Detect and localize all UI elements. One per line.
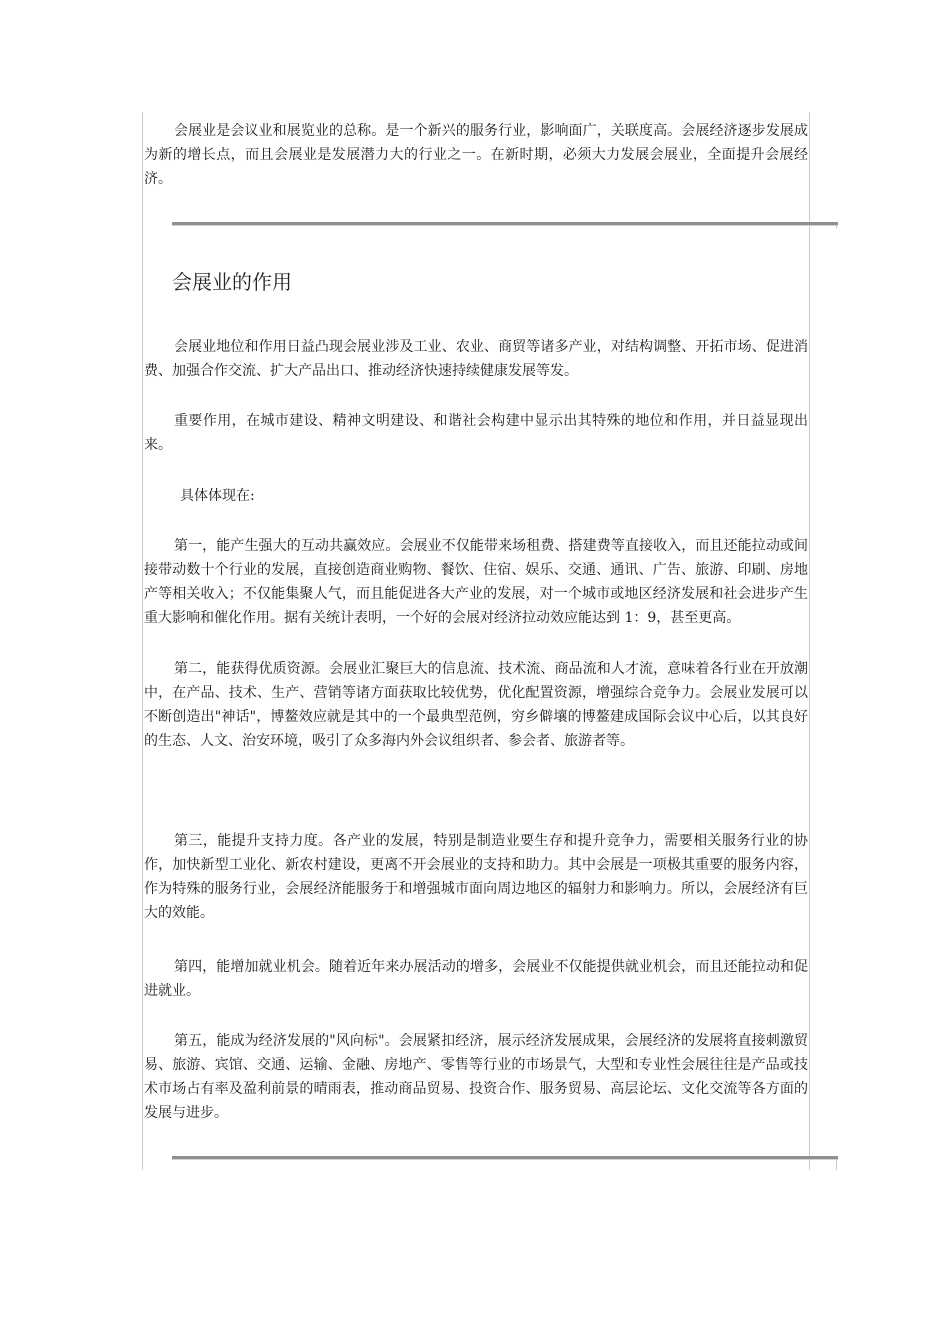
paragraph-point-4: 第四，能增加就业机会。随着近年来办展活动的增多，会展业不仅能提供就业机会，而且还能拉动和促进就业。	[144, 959, 808, 999]
intro-paragraph: 会展业是会议业和展览业的总称。是一个新兴的服务行业，影响面广，关联度高。会展经济逐步发展成为新的增长点，而且会展业是发展潜力大的行业之一。在新时期，必须大力发展会展业，全面提升会展经济。	[144, 123, 808, 187]
paragraph-role: 会展业地位和作用日益凸现会展业涉及工业、农业、商贸等诸多产业，对结构调整、开拓市场、促进消费、加强合作交流、扩大产品出口、推动经济快速持续健康发展等发。	[144, 339, 808, 379]
paragraph-specifics-intro: 具体体现在:	[180, 488, 255, 504]
right-border-line	[809, 112, 810, 1170]
section-heading: 会展业的作用	[172, 270, 292, 294]
paragraph-point-1: 第一，能产生强大的互动共赢效应。会展业不仅能带来场租费、搭建费等直接收入，而且还能拉动或间接带动数十个行业的发展，直接创造商业购物、餐饮、住宿、娱乐、交通、通讯、广告、旅游、印刷、房地产等相关收入；不仅能集聚人气，而且能促进各大产业的发展，对一个城市或地区经济发展和社会进步产生重大影响和催化作用。据有关统计表明，一个好的会展对经济拉动效应能达到 1：9，甚至更高。	[144, 538, 808, 626]
left-border-line	[142, 112, 143, 1170]
paragraph-point-5: 第五，能成为经济发展的"风向标"。会展紧扣经济，展示经济发展成果，会展经济的发展将直接刺激贸易、旅游、宾馆、交通、运输、金融、房地产、零售等行业的市场景气，大型和专业性会展往往是产品或技术市场占有率及盈利前景的晴雨表，推动商品贸易、投资合作、服务贸易、高层论坛、文化交流等各方面的发展与进步。	[144, 1033, 808, 1121]
paragraph-importance: 重要作用，在城市建设、精神文明建设、和谐社会构建中显示出其特殊的地位和作用，并日益显现出来。	[144, 413, 808, 453]
section-divider-bottom	[172, 1156, 838, 1160]
paragraph-point-3: 第三，能提升支持力度。各产业的发展，特别是制造业要生存和提升竞争力，需要相关服务行业的协作，加快新型工业化、新农村建设，更离不开会展业的支持和助力。其中会展是一项极其重要的服务内容，作为特殊的服务行业，会展经济能服务于和增强城市面向周边地区的辐射力和影响力。所以，会展经济有巨大的效能。	[144, 833, 808, 921]
paragraph-point-2: 第二，能获得优质资源。会展业汇聚巨大的信息流、技术流、商品流和人才流，意味着各行业在开放潮中，在产品、技术、生产、营销等诸方面获取比较优势，优化配置资源，增强综合竞争力。会展业发展可以不断创造出"神话"，博鳌效应就是其中的一个最典型范例，穷乡僻壤的博鳌建成国际会议中心后，以其良好的生态、人文、治安环境，吸引了众多海内外会议组织者、参会者、旅游者等。	[144, 661, 808, 749]
section-divider-top	[172, 222, 838, 226]
